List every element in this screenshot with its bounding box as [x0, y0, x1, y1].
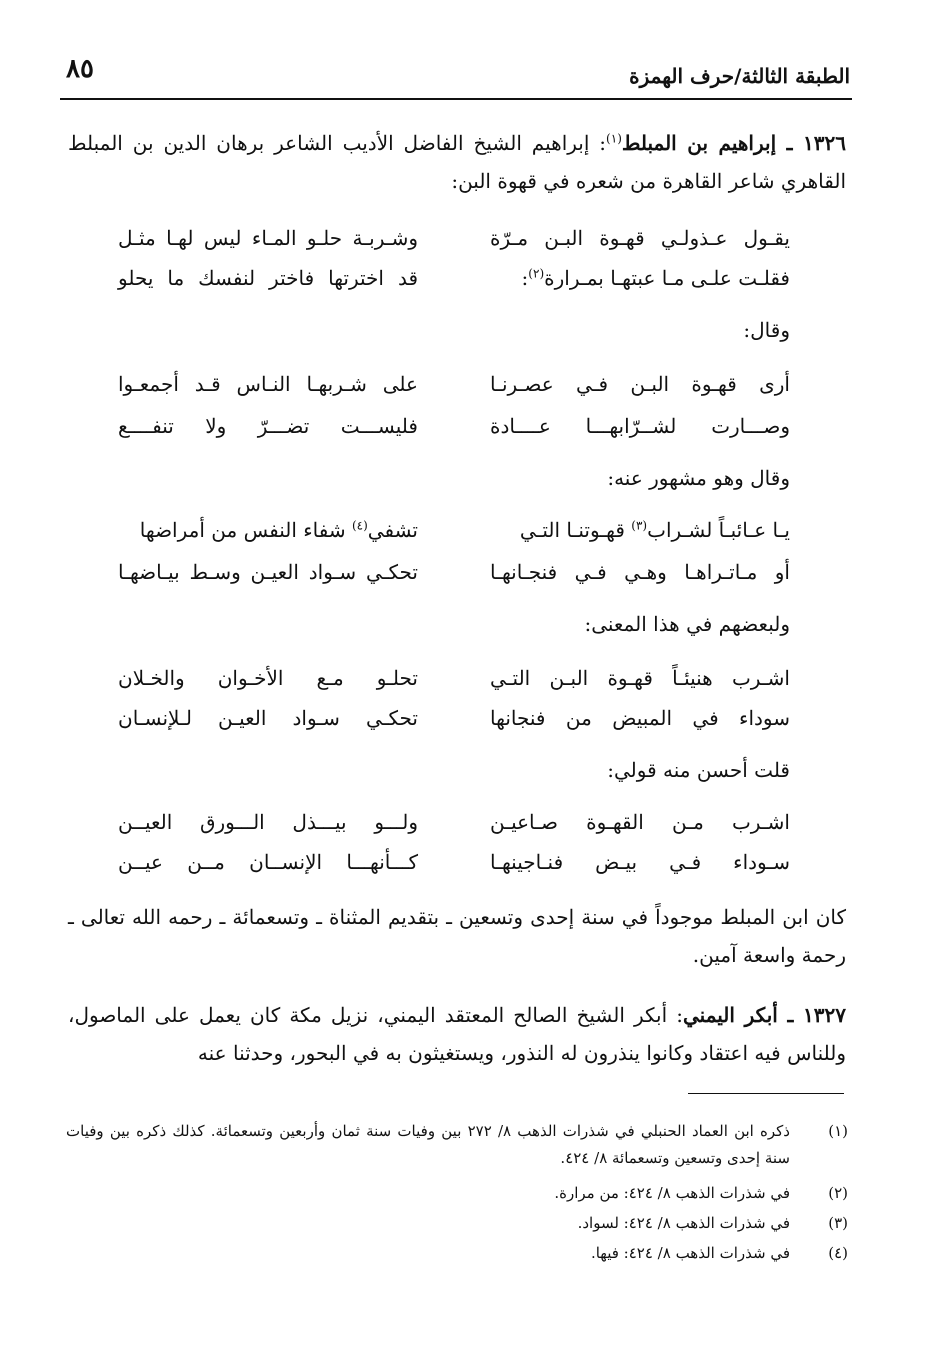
footnote-2-text: في شذرات الذهب ٨/ ٤٢٤: من مرارة. [554, 1184, 790, 1202]
poem3-verse-1-sadr-text: يـا عـائبـاً لشـراب [647, 518, 790, 542]
footnote-2-number: (٢) [828, 1184, 848, 1202]
poem2-verse-1 [118, 366, 790, 412]
footnote-4 [66, 1240, 848, 1267]
footnote-ref-3: (٣) [631, 518, 648, 533]
footnote-4-number: (٤) [828, 1244, 848, 1262]
poem2-intro: وقال: [743, 318, 790, 342]
poem1-verse-2-sadr-tail: : [521, 266, 529, 290]
footnote-rule [688, 1093, 844, 1094]
poem3-verse-1-sadr [490, 518, 790, 542]
poem4-verse-2 [118, 700, 790, 746]
poem4-verse-1-ajz: تحلـو مـع الأخـوان والخـلان [118, 666, 418, 690]
poem3-verse-1-ajz-text: تشفي [367, 518, 418, 542]
poem1-verse-2 [118, 260, 790, 306]
running-header [60, 52, 850, 98]
poem1-verse-2-sadr [490, 266, 790, 290]
entry-1326-text: : إبراهيم الشيخ الفاضل الأديب الشاعر برهان الدين بن المبلط القاهري شاعر القاهرة من شعره في قهوة البن: [68, 131, 846, 193]
entry-1326 [68, 124, 846, 200]
poem3-verse-2-ajz: تحكـي سـواد العيـن وسـط بيـاضهـا [118, 560, 418, 584]
poem4-verse-1-sadr: اشـرب هنيئـاً قهـوة البـن التـي [490, 666, 790, 690]
running-header-title: الطبقة الثالثة/حرف الهمزة [629, 64, 850, 88]
poem5-verse-2-ajz: كـــأنهـــا الإنســان مــن عيــن [118, 850, 418, 874]
footnote-ref-2: (٢) [528, 266, 545, 281]
poem3-verse-1 [118, 512, 790, 558]
poem1-verse-2-sadr-text: فقلـت علـى مـا عبتهـا بمـرارة [544, 266, 790, 290]
poem3-verse-1-sadr-tail: قهـوتنـا التـي [519, 518, 632, 542]
poem1-verse-1-sadr: يقـول عـذولـي قهـوة البـن مـرّة [490, 226, 790, 250]
footnote-3-text: في شذرات الذهب ٨/ ٤٢٤: لسواد. [577, 1214, 790, 1232]
poem5-verse-1-sadr: اشـرب مـن القهـوة صـاعيـن [490, 810, 790, 834]
poem5-intro: قلت أحسن منه قولي: [607, 758, 790, 782]
poem1-verse-1-ajz: وشـربـة حلـو المـاء ليس لهـا مثـل [118, 226, 418, 250]
poem1-verse-2-ajz: قد اخترتها فاختر لنفسك ما يحلو [118, 266, 418, 290]
entry-1327-text: : أبكر الشيخ الصالح المعتقد اليمني، نزيل مكة كان يعمل على الماصول، وللناس فيه اعتقاد وكانوا ينذرون له النذور، ويستغيثون به في البحور، وحدثنا عنه [68, 1003, 846, 1065]
footnote-ref-1: (١) [606, 131, 622, 146]
poem2-verse-2-ajz: فليســـت تضـــرّ ولا تنفــــع [118, 414, 418, 438]
entry-1326-heading: ١٣٢٦ ـ إبراهيم بن المبلط [621, 131, 846, 155]
footnote-2 [66, 1180, 848, 1207]
footnote-1 [66, 1118, 848, 1172]
footnote-3 [66, 1210, 848, 1237]
entry-1327 [68, 996, 846, 1072]
poem2-verse-1-ajz: على شـربهـا النـاس قـد أجمعـوا [118, 372, 418, 396]
footnote-3-number: (٣) [828, 1214, 848, 1232]
closing-paragraph: كان ابن المبلط موجوداً في سنة إحدى وتسعين ـ بتقديم المثناة ـ وتسعمائة ـ رحمه الله تعالى ـ رحمة واسعة آمين. [68, 905, 846, 967]
poem4-verse-2-sadr: سوداء في المبيض من فنجانها [490, 706, 790, 730]
header-rule [60, 98, 852, 100]
poem5-verse-2-sadr: سـوداء فـي بيـض فنـاجينهـا [490, 850, 790, 874]
entry-1327-heading: ١٣٢٧ ـ أبكر اليمني [682, 1003, 846, 1027]
poem2-verse-2 [118, 408, 790, 454]
poem3-verse-2 [118, 554, 790, 600]
poem3-verse-1-ajz [118, 518, 418, 542]
poem2-verse-1-sadr: أرى قهـوة البـن فـي عصـرنـا [490, 372, 790, 396]
poem3-verse-2-sadr: أو مـاتـراهـا وهـي فـي فنجـانهـا [490, 560, 790, 584]
poem2-verse-2-sadr: وصـــارت لشــرّابهـــا عــــادة [490, 414, 790, 438]
poem4-verse-2-ajz: تحكـي سـواد العيـن لـلإنسـان [118, 706, 418, 730]
footnote-1-number: (١) [828, 1122, 848, 1140]
poem5-verse-1-ajz: ولـــو بيـــذل الـــورق العيــن [118, 810, 418, 834]
page-number: ٨٥ [66, 54, 94, 84]
footnote-ref-4: (٤) [351, 518, 368, 533]
poem3-verse-1-ajz-tail: شفاء النفس من أمراضها [139, 518, 352, 542]
poem3-intro: وقال وهو مشهور عنه: [607, 466, 790, 490]
poem4-intro: ولبعضهم في هذا المعنى: [584, 612, 790, 636]
footnote-1-text: ذكره ابن العماد الحنبلي في شذرات الذهب ٨/ ٢٧٢ بين وفيات سنة ثمان وأربعين وتسعمائة. كذلك ذكره بين وفيات سنة إحدى وتسعين وتسعمائة ٨/ ٤٢٤. [66, 1122, 790, 1167]
footnote-4-text: في شذرات الذهب ٨/ ٤٢٤: فيها. [590, 1244, 790, 1262]
poem5-verse-2 [118, 844, 790, 890]
